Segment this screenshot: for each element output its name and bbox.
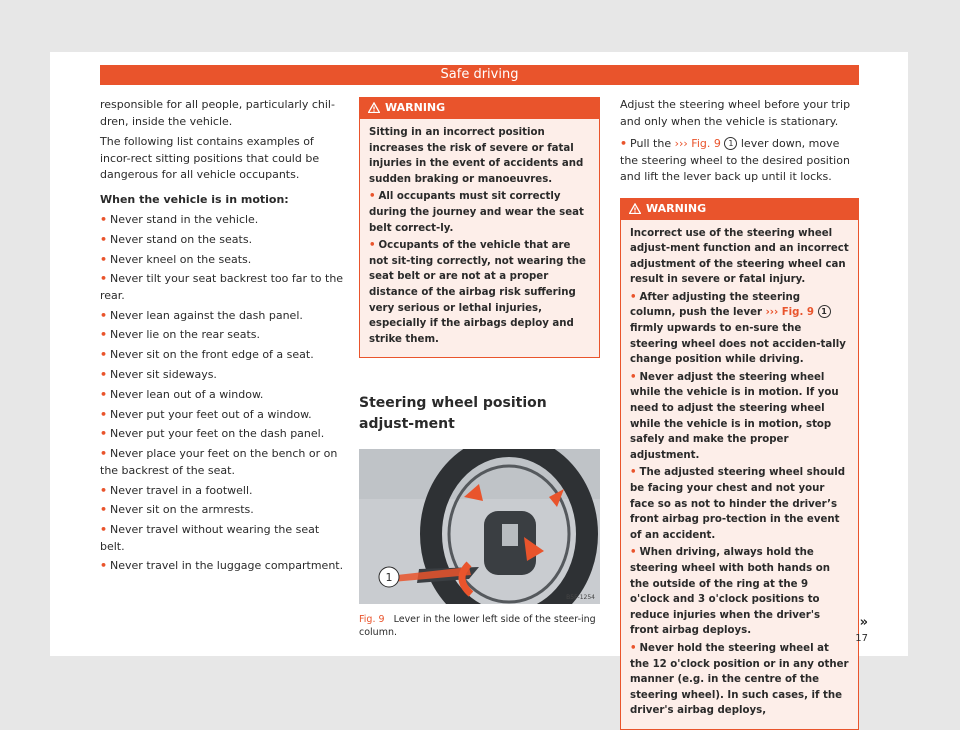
item-text: When driving, always hold the steering wheel with both hands on the outside of the ring at the 9 o'clock and 3 o'clock positions to reduce injuries when the driver's front airbag deploys. <box>630 547 830 637</box>
bullet-icon: • <box>630 467 637 479</box>
bullet-icon: • <box>100 483 108 497</box>
item-text: Never stand in the vehicle. <box>110 213 259 226</box>
warning-intro: Incorrect use of the steering wheel adjust-ment function and an incorrect adjustment of the steering wheel can result in severe or fatal injury. <box>630 227 849 286</box>
warning-icon <box>368 102 380 113</box>
steering-wheel-illustration <box>359 449 600 604</box>
caption-text: Lever in the lower left side of the steer-ing column. <box>359 614 596 639</box>
list-item <box>100 558 345 575</box>
item-text: Never travel in a footwell. <box>110 483 253 497</box>
bullet-icon: • <box>100 503 108 517</box>
bullet-icon: • <box>369 240 376 252</box>
column-3 <box>620 97 859 730</box>
warning-item: • After adjusting the steering column, push the lever ››› Fig. 9 1 firmly upwards to en-sure the steering wheel does not acciden-tally change position while driving. <box>630 291 846 366</box>
warning-header <box>360 97 599 119</box>
warning-list <box>369 189 590 347</box>
bullet-icon: • <box>630 642 637 654</box>
bullet-icon: • <box>369 191 376 203</box>
bullet-icon: • <box>100 213 108 226</box>
list-item <box>100 212 345 229</box>
list-item <box>100 327 345 344</box>
warning-icon <box>629 203 641 214</box>
bullet-icon: • <box>100 272 108 286</box>
list-item <box>100 407 345 424</box>
page-number: 17 <box>855 633 868 644</box>
list-item <box>100 502 345 519</box>
item-text: Never adjust the steering wheel while the vehicle is in motion. If you need to adjust the steering wheel while the vehicle is in motion, stop safely and make the proper adjustment. <box>630 371 839 461</box>
item-text: Never lie on the rear seats. <box>110 328 261 342</box>
warning-item <box>369 189 590 236</box>
item-text: Occupants of the vehicle that are not sit-ting correctly, not wearing the seat belt or are not at a proper distance of the airbag risk suffering very serious or lethal injuries, especially if the airbags deploy and strike them. <box>369 240 586 345</box>
callout-number: 1 <box>724 137 737 150</box>
figure-callout-1: 1 <box>385 571 393 585</box>
warning-list <box>630 370 849 719</box>
item-text: The adjusted steering wheel should be facing your chest and not your face so as not to hinder the driver’s front airbag pro-tection in the event of an accident. <box>630 467 846 541</box>
bullet-icon: • <box>100 232 108 246</box>
bullet-icon: • <box>100 387 108 401</box>
warning-title: WARNING <box>646 201 707 215</box>
page-header: Safe driving <box>100 65 859 85</box>
item-text: Never kneel on the seats. <box>110 252 252 266</box>
warning-header <box>621 198 858 220</box>
list-item <box>100 483 345 500</box>
bullet-icon: • <box>630 547 637 559</box>
item-text: Never stand on the seats. <box>110 232 253 246</box>
warning-intro: Sitting in an incorrect position increases the risk of severe or fatal injuries in the event of accidents and sudden braking or manoeuvres. <box>369 127 584 185</box>
list-item <box>100 232 345 249</box>
callout-number: 1 <box>818 305 831 318</box>
warning-item <box>630 370 849 464</box>
list-item <box>100 387 345 404</box>
item-text: Never hold the steering wheel at the 12 o'clock position or in any other manner (e.g. in the centre of the steering wheel). In such cases, if the driver's airbag deploys, <box>630 642 849 717</box>
bullet-icon: • <box>100 348 108 362</box>
list-item <box>100 367 345 384</box>
paragraph: Adjust the steering wheel before your trip and only when the vehicle is stationary. <box>620 98 851 128</box>
bullet-icon: • <box>100 407 108 421</box>
bullet-icon: • <box>630 371 637 383</box>
list-heading: When the vehicle is in motion: <box>100 192 289 206</box>
warning-title: WARNING <box>385 101 446 114</box>
bullet-icon: • <box>100 523 108 537</box>
warning-box <box>620 198 859 730</box>
list-item <box>100 347 345 364</box>
warning-item <box>369 238 590 347</box>
step-paragraph: • Pull the ››› Fig. 9 1 lever down, move the steering wheel to the desired position and lift the lever back up until it locks. <box>620 137 850 183</box>
item-text: Never sit on the front edge of a seat. <box>110 348 314 362</box>
figure-code: B5F-1254 <box>566 594 595 602</box>
item-text: All occupants must sit correctly during the journey and wear the seat belt correct-ly. <box>369 191 584 234</box>
bullet-list <box>100 212 345 575</box>
list-item <box>100 308 345 325</box>
column-2 <box>359 97 600 639</box>
figure-link[interactable]: ››› Fig. 9 <box>765 307 814 319</box>
bullet-icon: • <box>100 252 108 266</box>
list-item <box>100 446 345 479</box>
item-text: Never put your feet out of a window. <box>110 407 312 421</box>
bullet-icon: • <box>100 447 108 461</box>
list-item <box>100 271 345 304</box>
warning-item <box>630 641 849 719</box>
warning-box <box>359 97 600 358</box>
item-text: Never put your feet on the dash panel. <box>110 427 325 441</box>
bullet-icon: • <box>100 427 108 441</box>
section-title: Steering wheel position adjust-ment <box>359 395 547 433</box>
list-item <box>100 522 345 555</box>
steering-wheel-figure <box>359 449 600 604</box>
list-item <box>100 426 345 443</box>
paragraph: The following list contains examples of incor-rect sitting positions that could be dangerous for all vehicle occupants. <box>100 135 320 181</box>
warning-item <box>630 545 849 639</box>
item-text: Never lean out of a window. <box>110 387 264 401</box>
bullet-icon: • <box>100 328 108 342</box>
column-1 <box>100 97 345 578</box>
bullet-icon: • <box>100 559 108 573</box>
item-text: Never lean against the dash panel. <box>110 308 303 322</box>
bullet-icon: • <box>100 368 108 382</box>
figure-caption <box>359 613 600 639</box>
item-text: Never sit sideways. <box>110 368 217 382</box>
item-text: Never travel without wearing the seat belt. <box>100 523 320 553</box>
item-text: Never travel in the luggage compartment. <box>110 559 344 573</box>
continue-mark: » <box>859 615 868 630</box>
list-item <box>100 252 345 269</box>
warning-item <box>630 465 849 543</box>
figure-ref: Fig. 9 <box>359 614 385 626</box>
item-text: Never tilt your seat backrest too far to the rear. <box>100 272 344 302</box>
bullet-icon: • <box>100 308 108 322</box>
item-text: Never sit on the armrests. <box>110 503 254 517</box>
item-text: Never place your feet on the bench or on the backrest of the seat. <box>100 447 338 477</box>
paragraph: responsible for all people, particularly chil-dren, inside the vehicle. <box>100 98 335 128</box>
figure-link[interactable]: ››› Fig. 9 <box>674 137 721 150</box>
